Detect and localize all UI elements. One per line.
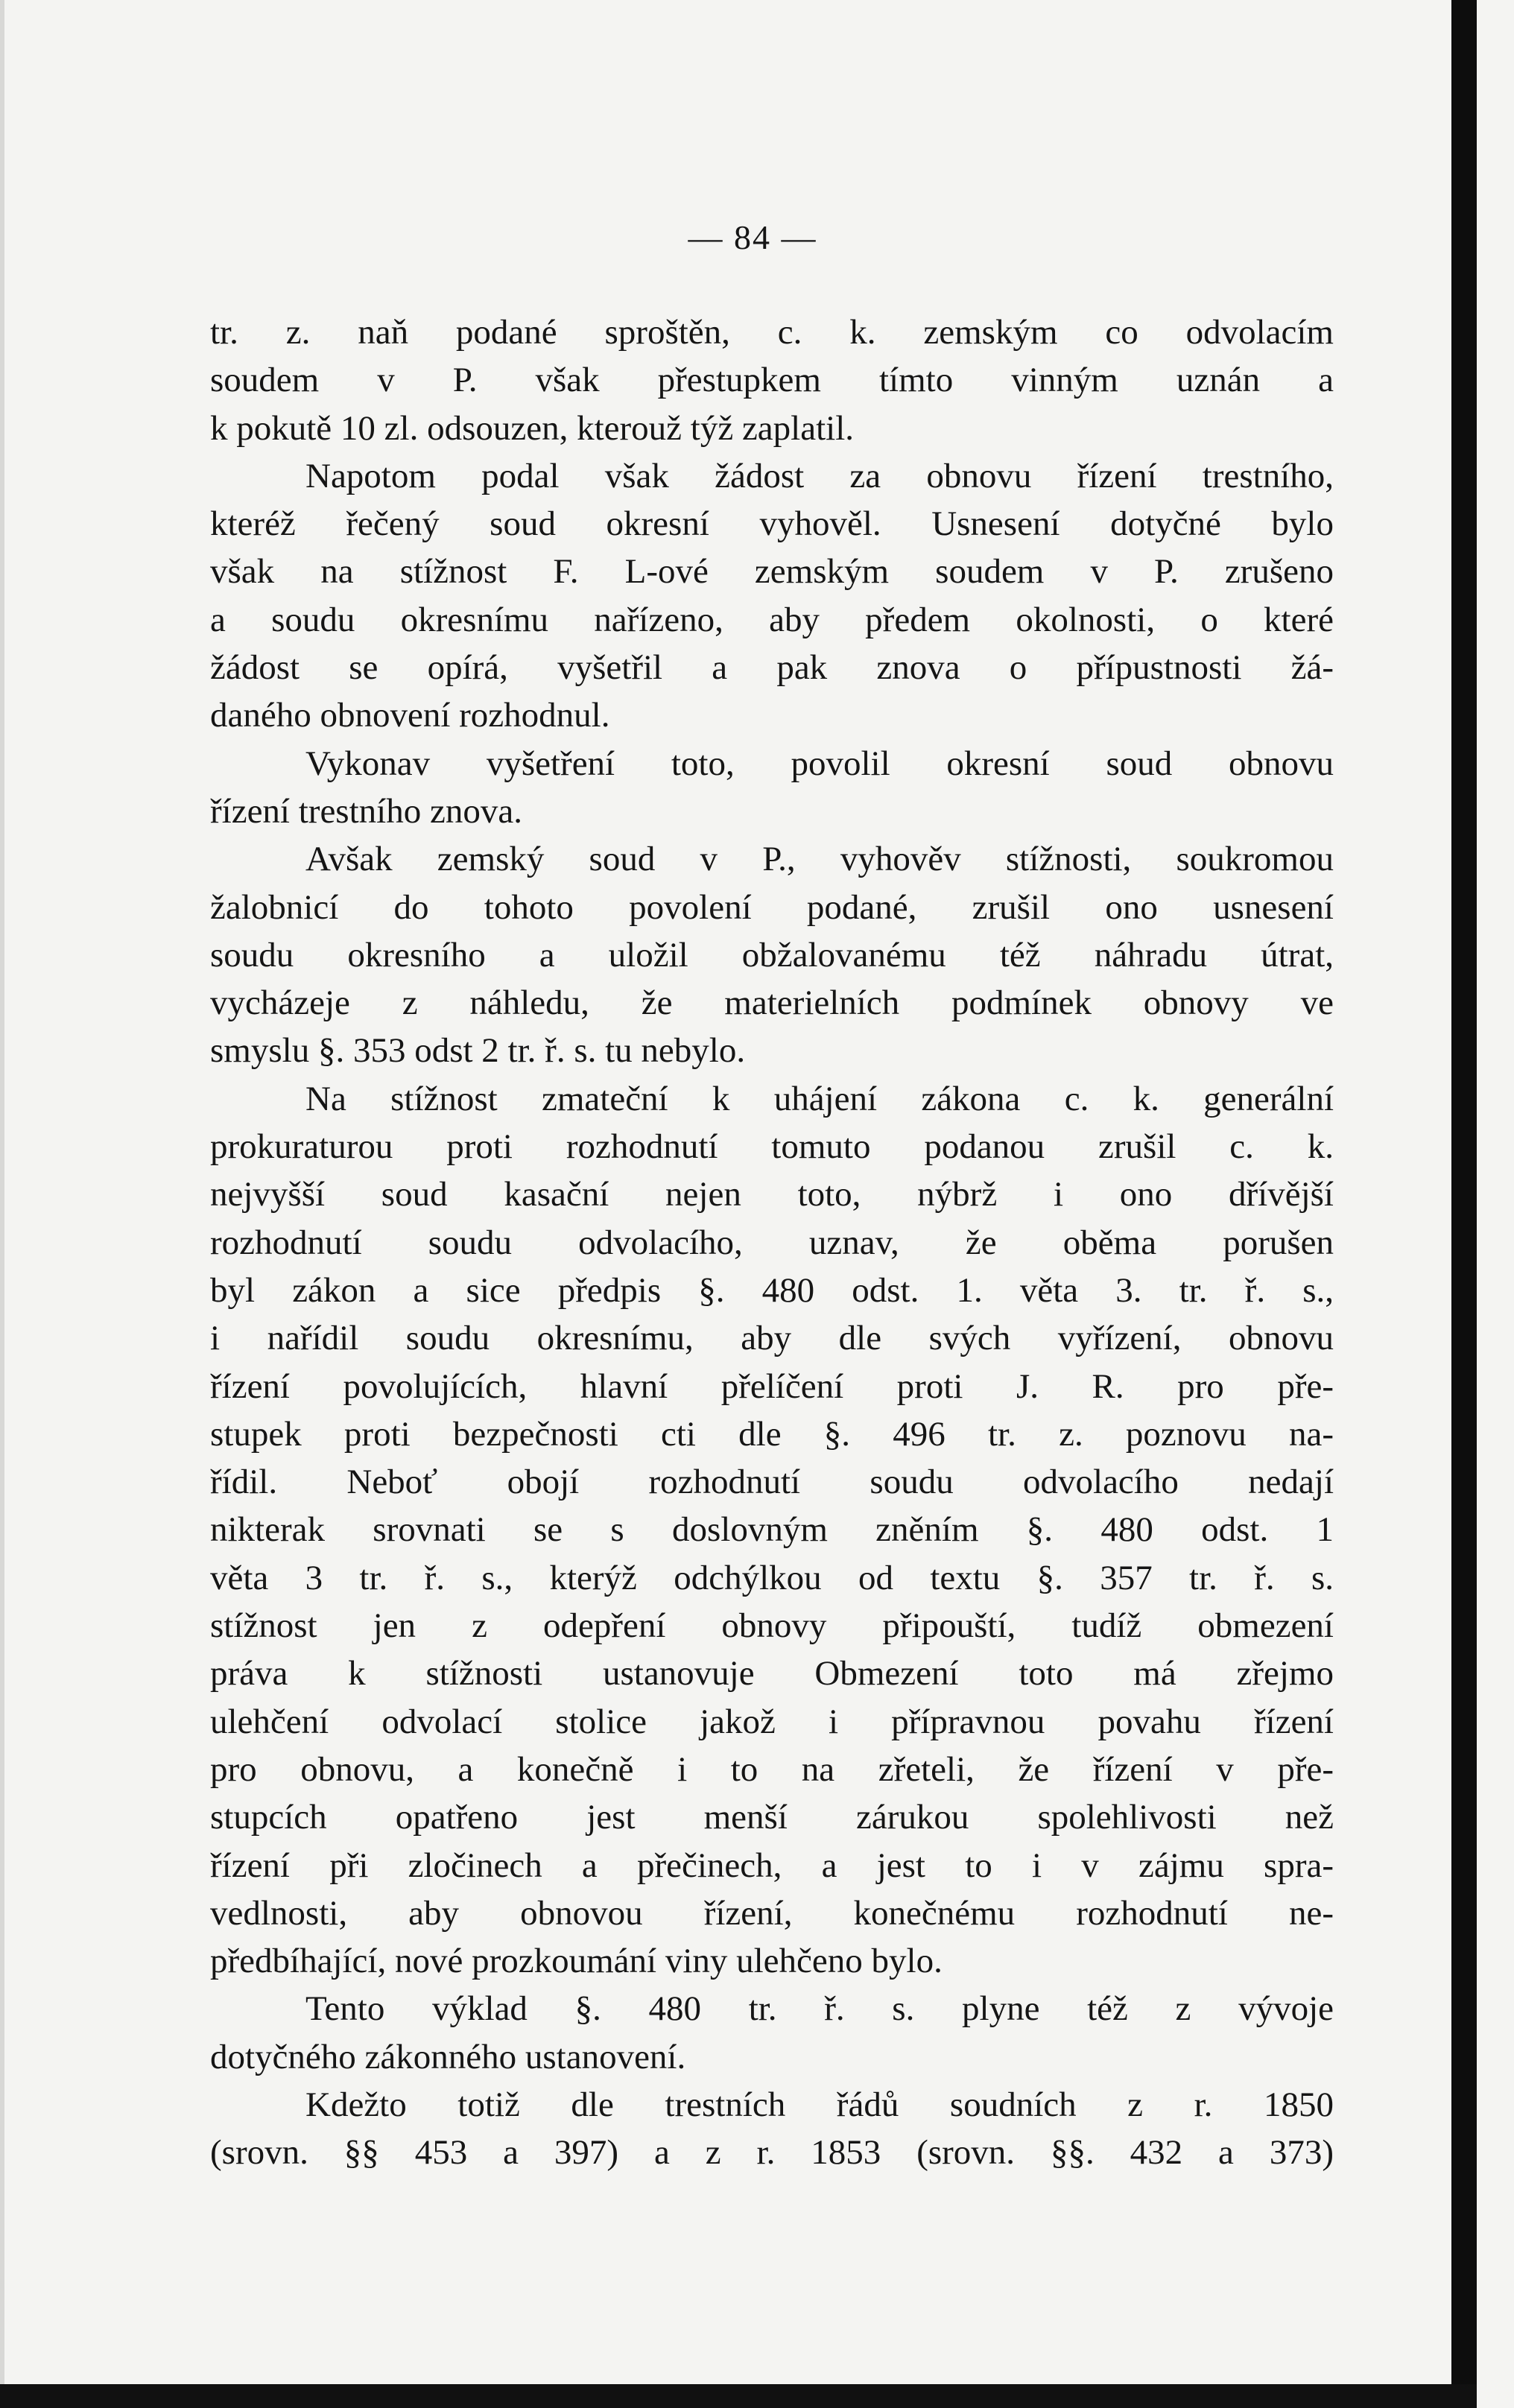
scan-edge-bottom xyxy=(0,2384,1477,2408)
text-line: pro obnovu, a konečně i to na zřeteli, že řízení v pře- xyxy=(210,1749,1334,1789)
text-line: stupek proti bezpečnosti cti dle §. 496 tr. z. poznovu na- xyxy=(210,1414,1334,1454)
text-line: Napotom podal však žádost za obnovu řízení trestního, xyxy=(305,456,1334,495)
text-line: k pokutě 10 zl. odsouzen, kterouž týž zaplatil. xyxy=(210,408,855,448)
scan-edge-left xyxy=(0,0,4,2408)
page-number: — 84 — xyxy=(688,218,817,256)
text-line: dotyčného zákonného ustanovení. xyxy=(210,2037,686,2076)
text-line: byl zákon a sice předpis §. 480 odst. 1. věta 3. tr. ř. s., xyxy=(210,1270,1334,1310)
text-line: předbíhající, nové prozkoumání viny ulehčeno bylo. xyxy=(210,1942,943,1981)
text-line: daného obnovení rozhodnul. xyxy=(210,696,610,735)
scan-edge-right xyxy=(1451,0,1514,2408)
text-line: Avšak zemský soud v P., vyhověv stížnosti, soukromou xyxy=(305,840,1334,879)
text-line: řízení při zločinech a přečinech, a jest to i v zájmu spra- xyxy=(210,1845,1334,1885)
text-line: žádost se opírá, vyšetřil a pak znova o přípustnosti žá- xyxy=(210,648,1334,688)
paragraph xyxy=(210,308,1334,452)
text-line: Na stížnost zmateční k uhájení zákona c. k. generální xyxy=(305,1079,1334,1118)
text-line: řízení trestního znova. xyxy=(210,791,522,831)
text-line: věta 3 tr. ř. s., kterýž odchýlkou od textu §. 357 tr. ř. s. xyxy=(210,1558,1334,1597)
text-line: řízení povolujících, hlavní přelíčení proti J. R. pro pře- xyxy=(210,1366,1334,1406)
text-line: soudu okresního a uložil obžalovanému též náhradu útrat, xyxy=(210,935,1334,975)
text-line: soudem v P. však přestupkem tímto vinným uznán a xyxy=(210,361,1334,400)
text-line: Kdežto totiž dle trestních řádů soudních z r. 1850 xyxy=(305,2085,1334,2124)
text-line: rozhodnutí soudu odvolacího, uznav, že oběma porušen xyxy=(210,1223,1334,1262)
text-line: prokuraturou proti rozhodnutí tomuto podanou zrušil c. k. xyxy=(210,1127,1334,1167)
paragraph xyxy=(210,2081,1334,2177)
paragraph xyxy=(210,452,1334,740)
paragraph xyxy=(210,1985,1334,2081)
body-text xyxy=(210,308,1334,2177)
paragraph xyxy=(210,1075,1334,1986)
text-line: vycházeje z náhledu, že materielních podmínek obnovy ve xyxy=(210,983,1334,1023)
text-line: ulehčení odvolací stolice jakož i přípravnou povahu řízení xyxy=(210,1702,1334,1741)
text-line: kteréž řečený soud okresní vyhověl. Usnesení dotyčné bylo xyxy=(210,504,1334,544)
text-line: řídil. Neboť obojí rozhodnutí soudu odvolacího nedají xyxy=(210,1463,1334,1502)
text-line: stížnost jen z odepření obnovy připouští, tudíž obmezení xyxy=(210,1606,1334,1646)
text-line: žalobnicí do tohoto povolení podané, zrušil ono usnesení xyxy=(210,887,1334,927)
paragraph xyxy=(210,835,1334,1074)
text-line: smyslu §. 353 odst 2 tr. ř. s. tu nebylo. xyxy=(210,1031,746,1071)
text-line: vedlnosti, aby obnovou řízení, konečnému rozhodnutí ne- xyxy=(210,1893,1334,1933)
text-line: (srovn. §§ 453 a 397) a z r. 1853 (srovn. §§. 432 a 373) xyxy=(210,2133,1334,2173)
paragraph xyxy=(210,740,1334,836)
text-line: nejvyšší soud kasační nejen toto, nýbrž i ono dřívější xyxy=(210,1175,1334,1214)
text-line: nikterak srovnati se s doslovným zněním §. 480 odst. 1 xyxy=(210,1510,1334,1550)
text-line: práva k stížnosti ustanovuje Obmezení toto má zřejmo xyxy=(210,1654,1334,1693)
text-line: Vykonav vyšetření toto, povolil okresní soud obnovu xyxy=(305,744,1334,783)
text-line: však na stížnost F. L-ové zemským soudem v P. zrušeno xyxy=(210,552,1334,592)
text-line: Tento výklad §. 480 tr. ř. s. plyne též z vývoje xyxy=(305,1989,1334,2029)
text-line: i nařídil soudu okresnímu, aby dle svých vyřízení, obnovu xyxy=(210,1319,1334,1358)
scan-border-bar xyxy=(1451,0,1477,2408)
text-line: stupcích opatřeno jest menší zárukou spolehlivosti než xyxy=(210,1798,1334,1837)
text-line: tr. z. naň podané sproštěn, c. k. zemským co odvolacím xyxy=(210,313,1334,352)
text-line: a soudu okresnímu nařízeno, aby předem okolnosti, o které xyxy=(210,600,1334,639)
